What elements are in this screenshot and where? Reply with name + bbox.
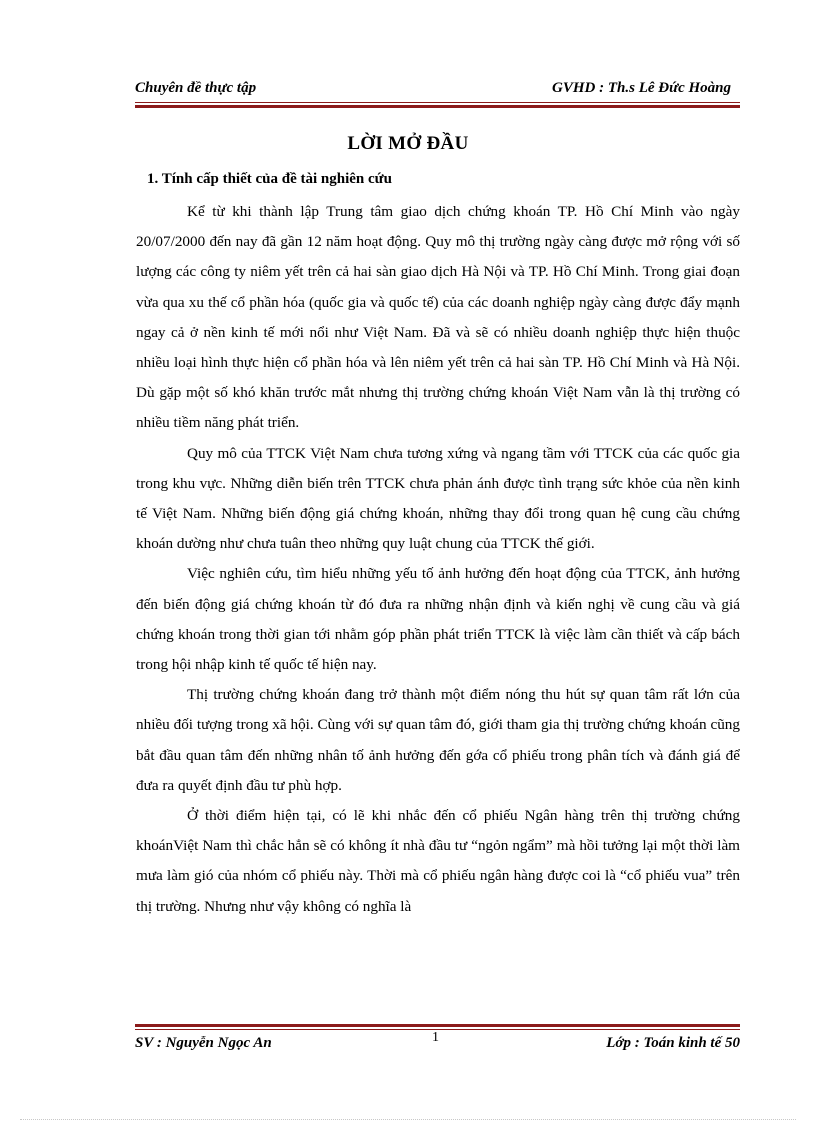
paragraph: Kể từ khi thành lập Trung tâm giao dịch chứng khoán TP. Hồ Chí Minh vào ngày 20/07/2000 đến nay đã gần 12 năm hoạt động. Quy mô thị trường ngày càng được mở rộng với số lượng các công ty niêm yết trên cả hai sàn giao dịch Hà Nội và TP. Hồ Chí Minh. Trong giai đoạn vừa qua xu thế cổ phần hóa (quốc gia và quốc tế) của các doanh nghiệp ngày càng được đẩy mạnh ngay cả ở nền kinh tế mới nổi như Việt Nam. Đã và sẽ có nhiều doanh nghiệp thực hiện thuộc nhiều loại hình thực hiện cổ phần hóa và lên niêm yết trên cả hai sàn TP. Hồ Chí Minh và Hà Nội. Dù gặp một số khó khăn trước mắt nhưng thị trường chứng khoán Việt Nam vẫn là thị trường có nhiều tiềm năng phát triển. <box>136 203 740 432</box>
section-heading: 1. Tính cấp thiết của đề tài nghiên cứu <box>147 171 393 187</box>
paragraph: Ở thời điểm hiện tại, có lẽ khi nhắc đến cổ phiếu Ngân hàng trên thị trường chứng khoánViệt Nam thì chắc hẳn sẽ có không ít nhà đầu tư “ngỏn ngẩm” mà hồi tưởng lại một thời làm mưa làm gió của nhóm cổ phiếu này. Thời mà cổ phiếu ngân hàng được coi là “cổ phiếu vua” trên thị trường. Nhưng như vậy không có nghĩa là <box>136 807 740 915</box>
header-divider <box>135 102 740 108</box>
footer-student: SV : Nguyễn Ngọc An <box>135 1035 272 1051</box>
page-header <box>135 80 731 102</box>
footer-class: Lớp : Toán kinh tế 50 <box>606 1035 740 1051</box>
page-footer <box>135 1035 740 1057</box>
paragraph: Thị trường chứng khoán đang trở thành một điểm nóng thu hút sự quan tâm rất lớn của nhiều đối tượng trong xã hội. Cùng với sự quan tâm đó, giới tham gia thị trường chứng khoán cũng bắt đầu quan tâm đến những nhân tố ảnh hưởng đến gớa cổ phiếu trong phân tích và đánh giá để đưa ra quyết định đầu tư phù hợp. <box>136 686 740 794</box>
page-number: 1 <box>432 1030 439 1045</box>
page-title: LỜI MỞ ĐẦU <box>347 133 469 154</box>
header-supervisor: GVHD : Th.s Lê Đức Hoàng <box>552 80 731 96</box>
body-text <box>136 197 740 922</box>
paragraph: Việc nghiên cứu, tìm hiểu những yếu tố ảnh hưởng đến hoạt động của TTCK, ảnh hưởng đến biến động giá chứng khoán từ đó đưa ra những nhận định và kiến nghị về cung cầu và giá chứng khoán trong thời gian tới nhằm góp phần phát triển TTCK là việc làm cần thiết và cấp bách trong hội nhập kinh tế quốc tế hiện nay. <box>136 565 740 674</box>
paragraph: Quy mô của TTCK Việt Nam chưa tương xứng và ngang tầm với TTCK của các quốc gia trong khu vực. Những diễn biến trên TTCK chưa phản ánh được tình trạng sức khỏe của nền kinh tế Việt Nam. Những biến động giá chứng khoán, những thay đổi trong quan hệ cung cầu chứng khoán dường như chưa tuân theo những quy luật chung của TTCK thế giới. <box>136 444 740 553</box>
page-edge-divider <box>20 1119 796 1120</box>
header-course-title: Chuyên đề thực tập <box>135 80 257 96</box>
